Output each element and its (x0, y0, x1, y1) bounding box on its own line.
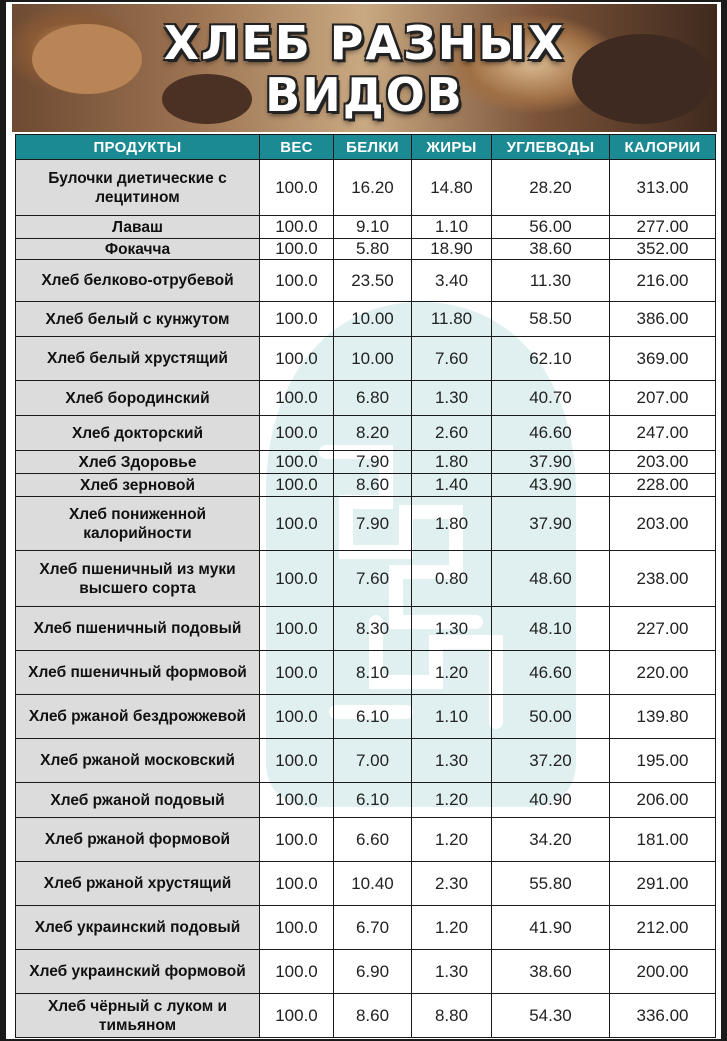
cell-weight: 100.0 (260, 994, 334, 1038)
cell-protein: 7.60 (334, 551, 412, 607)
cell-calories: 291.00 (610, 862, 716, 906)
cell-fat: 1.20 (412, 651, 492, 695)
cell-fat: 1.30 (412, 950, 492, 994)
cell-product: Хлеб ржаной подовый (16, 783, 260, 818)
cell-weight: 100.0 (260, 337, 334, 381)
table-row (16, 783, 716, 818)
table-row (16, 818, 716, 862)
cell-protein: 6.60 (334, 818, 412, 862)
cell-calories: 212.00 (610, 906, 716, 950)
cell-weight: 100.0 (260, 474, 334, 497)
cell-product: Хлеб украинский формовой (16, 950, 260, 994)
cell-weight: 100.0 (260, 381, 334, 416)
table-row (16, 216, 716, 239)
cell-protein: 6.70 (334, 906, 412, 950)
cell-carbs: 48.10 (492, 607, 610, 651)
cell-weight: 100.0 (260, 906, 334, 950)
cell-fat: 1.40 (412, 474, 492, 497)
cell-calories: 203.00 (610, 497, 716, 551)
cell-carbs: 50.00 (492, 695, 610, 739)
cell-protein: 8.60 (334, 474, 412, 497)
cell-calories: 139.80 (610, 695, 716, 739)
cell-product: Хлеб чёрный с луком и тимьяном (16, 994, 260, 1038)
cell-fat: 1.80 (412, 497, 492, 551)
cell-protein: 7.00 (334, 739, 412, 783)
table-row (16, 474, 716, 497)
cell-calories: 200.00 (610, 950, 716, 994)
cell-fat: 1.80 (412, 451, 492, 474)
table-row (16, 337, 716, 381)
cell-product: Хлеб пшеничный из муки высшего сорта (16, 551, 260, 607)
table-row (16, 381, 716, 416)
cell-carbs: 38.60 (492, 239, 610, 260)
cell-carbs: 48.60 (492, 551, 610, 607)
table-row (16, 739, 716, 783)
cell-protein: 10.00 (334, 302, 412, 337)
title-banner (12, 4, 717, 132)
cell-product: Хлеб пшеничный подовый (16, 607, 260, 651)
cell-product: Хлеб Здоровье (16, 451, 260, 474)
cell-weight: 100.0 (260, 302, 334, 337)
table-row (16, 497, 716, 551)
table-row (16, 862, 716, 906)
cell-carbs: 37.90 (492, 451, 610, 474)
cell-calories: 203.00 (610, 451, 716, 474)
cell-fat: 0.80 (412, 551, 492, 607)
table-row (16, 260, 716, 302)
cell-weight: 100.0 (260, 497, 334, 551)
cell-product: Хлеб докторский (16, 416, 260, 451)
cell-product: Хлеб ржаной хрустящий (16, 862, 260, 906)
cell-calories: 206.00 (610, 783, 716, 818)
table-row (16, 651, 716, 695)
cell-product: Хлеб украинский подовый (16, 906, 260, 950)
column-header-fat: ЖИРЫ (412, 135, 492, 160)
cell-protein: 5.80 (334, 239, 412, 260)
cell-fat: 1.20 (412, 906, 492, 950)
table-row (16, 950, 716, 994)
cell-fat: 1.30 (412, 739, 492, 783)
cell-carbs: 37.90 (492, 497, 610, 551)
cell-product: Хлеб ржаной бездрожжевой (16, 695, 260, 739)
cell-product: Хлеб ржаной московский (16, 739, 260, 783)
cell-fat: 1.30 (412, 607, 492, 651)
cell-carbs: 46.60 (492, 416, 610, 451)
cell-fat: 1.20 (412, 783, 492, 818)
cell-product: Хлеб ржаной формовой (16, 818, 260, 862)
cell-calories: 277.00 (610, 216, 716, 239)
cell-fat: 8.80 (412, 994, 492, 1038)
cell-calories: 352.00 (610, 239, 716, 260)
page-title-line1: ХЛЕБ РАЗНЫХ (163, 16, 566, 70)
cell-product: Хлеб пшеничный формовой (16, 651, 260, 695)
cell-fat: 14.80 (412, 160, 492, 216)
cell-weight: 100.0 (260, 451, 334, 474)
cell-calories: 313.00 (610, 160, 716, 216)
cell-protein: 10.00 (334, 337, 412, 381)
cell-fat: 2.30 (412, 862, 492, 906)
cell-carbs: 34.20 (492, 818, 610, 862)
cell-calories: 227.00 (610, 607, 716, 651)
cell-carbs: 62.10 (492, 337, 610, 381)
cell-calories: 369.00 (610, 337, 716, 381)
table-row (16, 695, 716, 739)
cell-calories: 195.00 (610, 739, 716, 783)
cell-fat: 2.60 (412, 416, 492, 451)
table-row (16, 160, 716, 216)
cell-weight: 100.0 (260, 551, 334, 607)
cell-fat: 1.30 (412, 381, 492, 416)
cell-product: Хлеб белково-отрубевой (16, 260, 260, 302)
table-row (16, 906, 716, 950)
cell-weight: 100.0 (260, 739, 334, 783)
cell-protein: 8.10 (334, 651, 412, 695)
cell-fat: 18.90 (412, 239, 492, 260)
nutrition-table-wrapper (15, 134, 715, 1038)
cell-protein: 8.60 (334, 994, 412, 1038)
cell-weight: 100.0 (260, 651, 334, 695)
cell-calories: 336.00 (610, 994, 716, 1038)
cell-weight: 100.0 (260, 416, 334, 451)
cell-product: Лаваш (16, 216, 260, 239)
cell-calories: 386.00 (610, 302, 716, 337)
cell-weight: 100.0 (260, 239, 334, 260)
cell-calories: 220.00 (610, 651, 716, 695)
cell-protein: 6.10 (334, 695, 412, 739)
cell-carbs: 41.90 (492, 906, 610, 950)
cell-fat: 3.40 (412, 260, 492, 302)
table-header-row (16, 135, 716, 160)
cell-protein: 9.10 (334, 216, 412, 239)
cell-product: Хлеб белый с кунжутом (16, 302, 260, 337)
cell-product: Фокачча (16, 239, 260, 260)
cell-protein: 16.20 (334, 160, 412, 216)
cell-protein: 8.20 (334, 416, 412, 451)
column-header-carbs: УГЛЕВОДЫ (492, 135, 610, 160)
cell-carbs: 46.60 (492, 651, 610, 695)
cell-fat: 1.20 (412, 818, 492, 862)
cell-product: Хлеб белый хрустящий (16, 337, 260, 381)
cell-protein: 6.90 (334, 950, 412, 994)
cell-calories: 181.00 (610, 818, 716, 862)
column-header-calories: КАЛОРИИ (610, 135, 716, 160)
cell-fat: 1.10 (412, 216, 492, 239)
page-title-line2: ВИДОВ (265, 68, 464, 122)
cell-fat: 11.80 (412, 302, 492, 337)
cell-weight: 100.0 (260, 783, 334, 818)
cell-protein: 7.90 (334, 497, 412, 551)
column-header-weight: ВЕС (260, 135, 334, 160)
cell-carbs: 56.00 (492, 216, 610, 239)
cell-weight: 100.0 (260, 160, 334, 216)
cell-product: Хлеб бородинский (16, 381, 260, 416)
cell-protein: 6.80 (334, 381, 412, 416)
table-row (16, 994, 716, 1038)
cell-calories: 216.00 (610, 260, 716, 302)
cell-carbs: 11.30 (492, 260, 610, 302)
cell-carbs: 58.50 (492, 302, 610, 337)
cell-carbs: 38.60 (492, 950, 610, 994)
cell-weight: 100.0 (260, 260, 334, 302)
cell-product: Булочки диетические с лецитином (16, 160, 260, 216)
table-row (16, 239, 716, 260)
table-row (16, 607, 716, 651)
cell-weight: 100.0 (260, 216, 334, 239)
column-header-protein: БЕЛКИ (334, 135, 412, 160)
table-row (16, 451, 716, 474)
page (6, 2, 721, 1039)
cell-protein: 10.40 (334, 862, 412, 906)
table-row (16, 551, 716, 607)
cell-product: Хлеб зерновой (16, 474, 260, 497)
cell-protein: 7.90 (334, 451, 412, 474)
cell-calories: 228.00 (610, 474, 716, 497)
cell-carbs: 43.90 (492, 474, 610, 497)
cell-fat: 1.10 (412, 695, 492, 739)
cell-calories: 238.00 (610, 551, 716, 607)
nutrition-table (15, 134, 716, 1038)
cell-weight: 100.0 (260, 695, 334, 739)
cell-calories: 207.00 (610, 381, 716, 416)
cell-carbs: 40.70 (492, 381, 610, 416)
cell-carbs: 40.90 (492, 783, 610, 818)
cell-protein: 6.10 (334, 783, 412, 818)
cell-fat: 7.60 (412, 337, 492, 381)
cell-carbs: 37.20 (492, 739, 610, 783)
table-row (16, 302, 716, 337)
cell-calories: 247.00 (610, 416, 716, 451)
column-header-product: ПРОДУКТЫ (16, 135, 260, 160)
cell-weight: 100.0 (260, 862, 334, 906)
table-row (16, 416, 716, 451)
cell-protein: 23.50 (334, 260, 412, 302)
cell-carbs: 55.80 (492, 862, 610, 906)
cell-carbs: 54.30 (492, 994, 610, 1038)
cell-carbs: 28.20 (492, 160, 610, 216)
cell-weight: 100.0 (260, 818, 334, 862)
cell-weight: 100.0 (260, 607, 334, 651)
cell-weight: 100.0 (260, 950, 334, 994)
cell-protein: 8.30 (334, 607, 412, 651)
cell-product: Хлеб пониженной калорийности (16, 497, 260, 551)
